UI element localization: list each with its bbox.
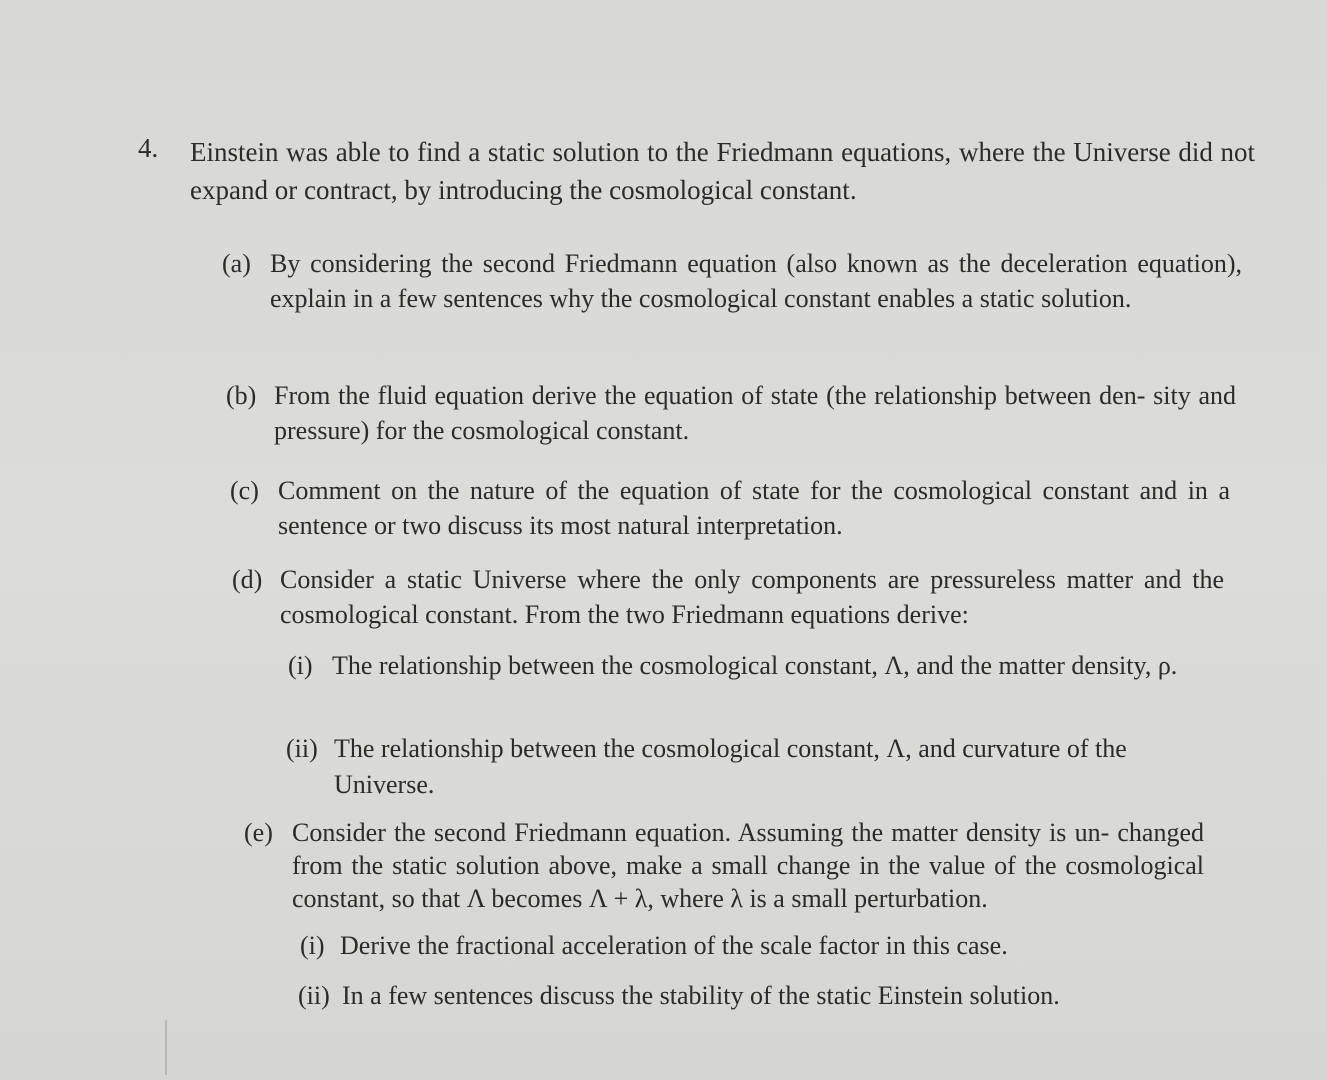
part-e	[244, 816, 1204, 915]
part-c	[230, 473, 1230, 543]
part-c-label: (c)	[230, 476, 259, 505]
part-d-label: (d)	[232, 565, 263, 594]
part-a-label: (a)	[222, 249, 251, 278]
part-e-sub-ii-text: In a few sentences discuss the stability of the static Einstein solution.	[342, 981, 1060, 1010]
part-d-sub-ii	[286, 731, 1211, 803]
part-b-text: From the fluid equation derive the equation of state (the relationship between den- sity and pressure) for the cosmological constant.	[274, 381, 1236, 445]
part-c-text: Comment on the nature of the equation of state for the cosmological constant and in a sentence or two discuss its most natural interpretation.	[278, 476, 1230, 540]
part-d-sub-i-label: (i)	[288, 651, 313, 680]
part-d-sub-ii-text: The relationship between the cosmological constant, Λ, and curvature of the Universe.	[334, 734, 1127, 799]
part-d-sub-i	[288, 648, 1218, 684]
part-a	[222, 246, 1242, 316]
question-number: 4.	[138, 133, 159, 163]
part-d	[232, 562, 1224, 632]
part-a-text: By considering the second Friedmann equation (also known as the deceleration equation), explain in a few sentences why the cosmological constant enables a static solution.	[270, 249, 1242, 313]
part-b-label: (b)	[226, 381, 257, 410]
part-e-label: (e)	[244, 818, 273, 847]
part-e-text: Consider the second Friedmann equation. Assuming the matter density is un- changed from the static solution above, make a small change in the value of the cosmological constant, so that Λ becomes Λ + λ, where λ is a small perturbation.	[292, 818, 1204, 913]
part-d-text: Consider a static Universe where the only components are pressureless matter and the cosmological constant. From the two Friedmann equations derive:	[280, 565, 1224, 629]
part-b	[226, 378, 1236, 448]
part-d-sub-i-text: The relationship between the cosmological constant, Λ, and the matter density, ρ.	[332, 651, 1178, 680]
part-e-sub-ii	[298, 978, 1198, 1014]
part-e-sub-i-label: (i)	[300, 931, 325, 960]
part-d-sub-ii-label: (ii)	[286, 734, 318, 763]
part-e-sub-ii-label: (ii)	[298, 981, 330, 1010]
part-e-sub-i	[300, 928, 1200, 964]
question-intro: Einstein was able to find a static solution to the Friedmann equations, where the Universe did not expand or contract, by introducing the cosmological constant.	[190, 137, 1255, 205]
part-e-sub-i-text: Derive the fractional acceleration of the scale factor in this case.	[340, 931, 1008, 960]
margin-mark	[165, 1020, 167, 1075]
